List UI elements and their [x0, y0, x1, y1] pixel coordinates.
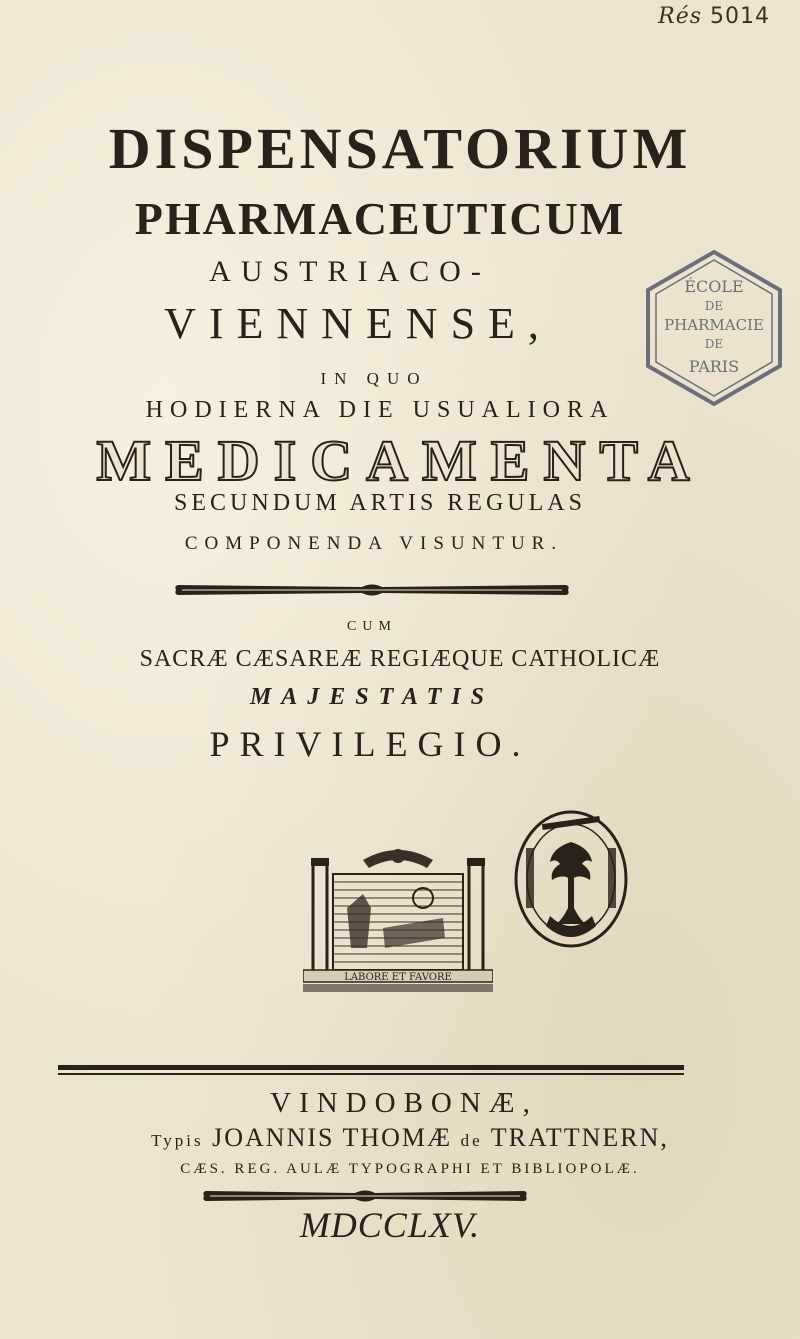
title-line-1: DISPENSATORIUM [108, 116, 692, 181]
imprint-de: de [460, 1131, 483, 1150]
shelfmark-number: 5014 [710, 4, 770, 29]
title-line-7: MEDICAMENTA [96, 428, 704, 493]
title-line-3: AUSTRIACO- [209, 255, 491, 288]
library-stamp [512, 808, 630, 950]
imprint-place: VINDOBONÆ, [270, 1087, 538, 1119]
imprint-printer [10, 1123, 800, 1153]
privilege-line-4: PRIVILEGIO. [209, 724, 531, 764]
stamp-line-1: ÉCOLE [684, 277, 744, 296]
emblem-motto: LABORE ET FAVORE [344, 972, 452, 983]
double-rule [58, 1064, 684, 1078]
printer-emblem [303, 838, 493, 998]
privilege-line-1: CUM [347, 619, 397, 634]
imprint-typis: Typis [151, 1131, 204, 1150]
stamp-line-5: PARIS [688, 357, 740, 376]
title-line-6: HODIERNA DIE USUALIORA [145, 397, 615, 423]
imprint-printer-name: JOANNIS THOMÆ [212, 1123, 453, 1152]
privilege-line-3: MAJESTATIS [249, 684, 495, 710]
ornamental-rule-bottom [200, 1186, 530, 1206]
privilege-line-2: SACRÆ CÆSAREÆ REGIÆQUE CATHOLICÆ [139, 646, 661, 672]
school-stamp [640, 248, 788, 408]
title-line-2: PHARMACEUTICUM [134, 193, 626, 244]
shelfmark [658, 4, 770, 29]
title-line-9: COMPONENDA VISUNTUR. [184, 533, 564, 554]
stamp-line-2: DE [704, 299, 724, 313]
title-line-5: IN QUO [320, 369, 428, 388]
stamp-line-4: DE [704, 337, 724, 351]
imprint-year: MDCCLXV. [299, 1205, 481, 1245]
stamp-line-3: PHARMACIE [664, 316, 764, 334]
title-line-8: SECUNDUM ARTIS REGULAS [174, 490, 586, 516]
title-line-4: VIENNENSE, [164, 299, 552, 348]
imprint-printer-surname: TRATTNERN, [490, 1123, 669, 1152]
imprint-title: CÆS. REG. AULÆ TYPOGRAPHI ET BIBLIOPOLÆ. [180, 1161, 640, 1177]
shelfmark-prefix: Rés [658, 4, 702, 29]
ornamental-rule-top [172, 580, 572, 600]
